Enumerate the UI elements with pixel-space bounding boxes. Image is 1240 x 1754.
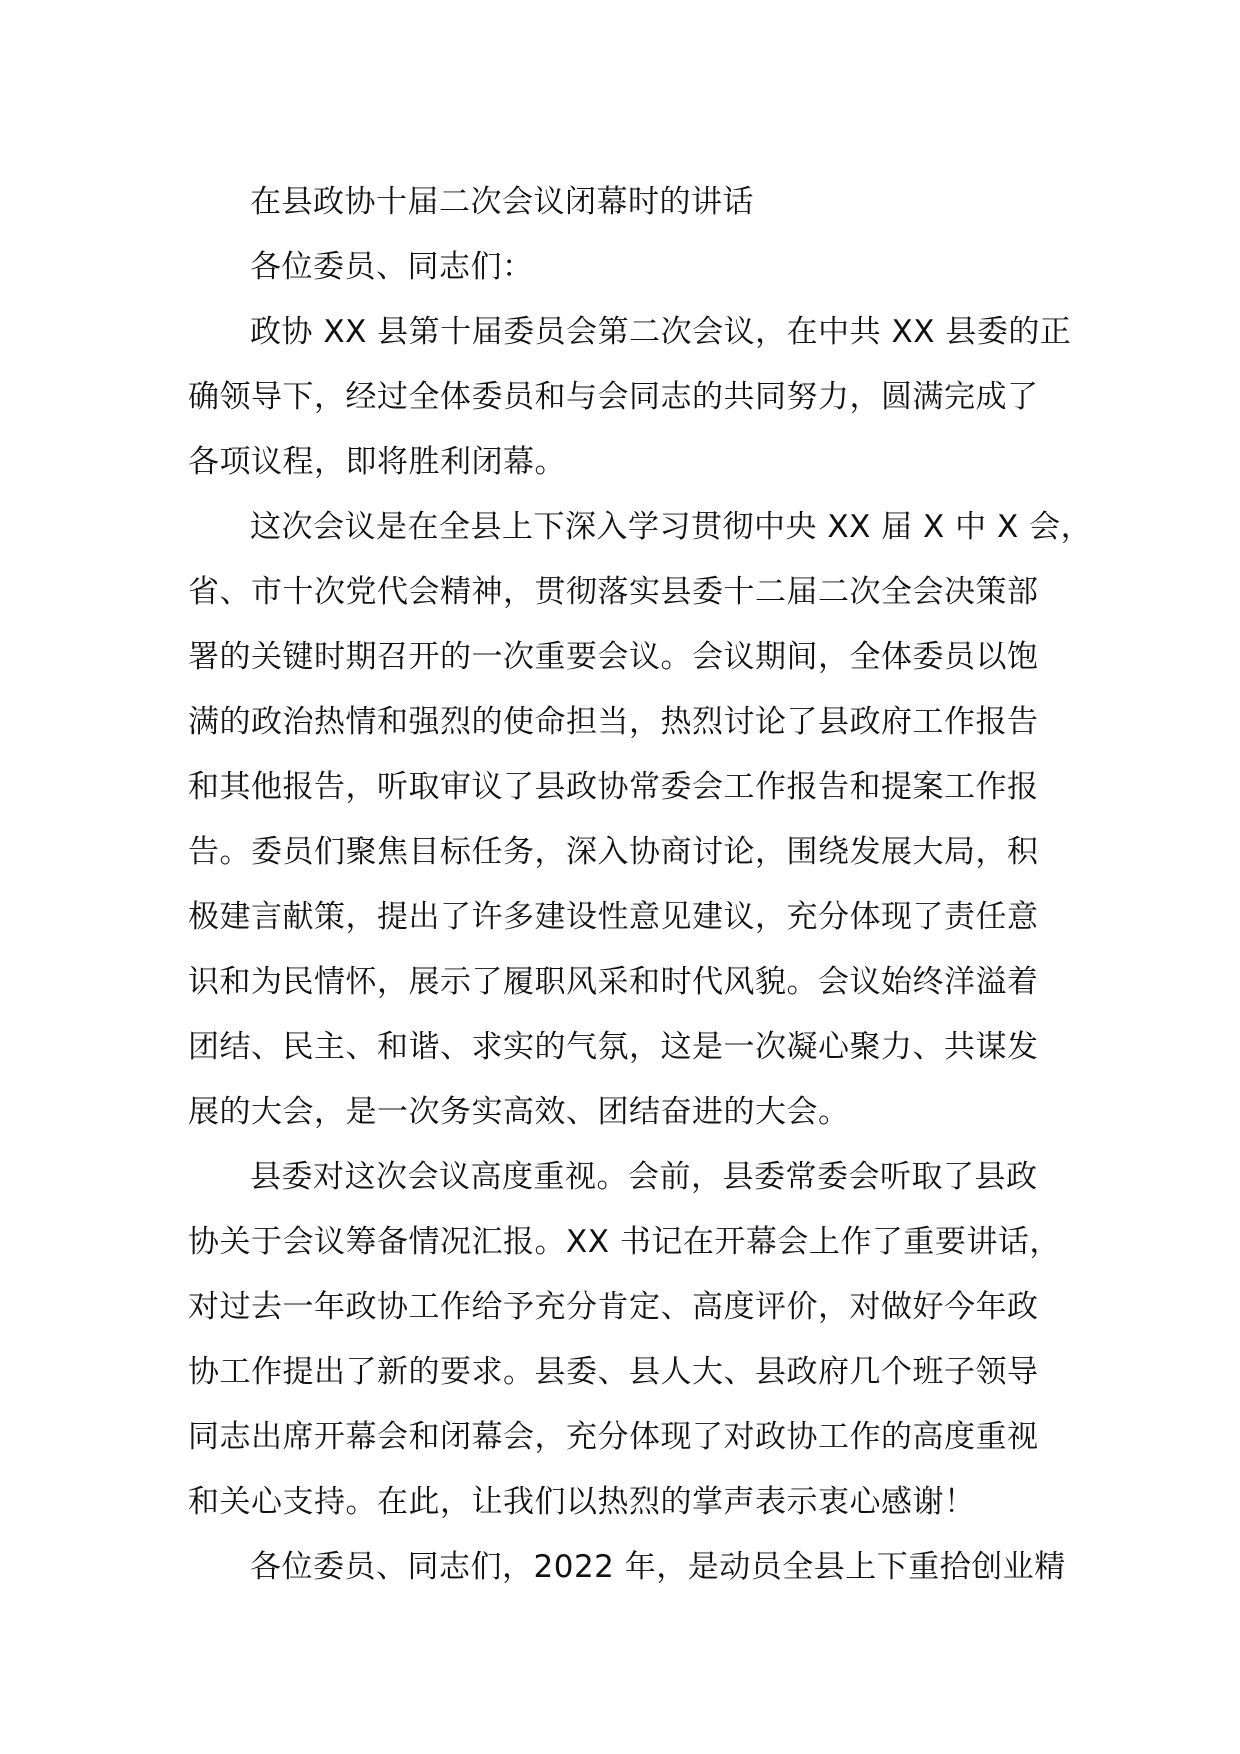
- paragraph-1-line-1: 政协 XX 县第十届委员会第二次会议，在中共 XX 县委的正: [250, 314, 1072, 350]
- paragraph-2-line-4: 满的政治热情和强烈的使命担当，热烈讨论了县政府工作报告: [188, 704, 1039, 740]
- paragraph-3-line-6: 和关心支持。在此，让我们以热烈的掌声表示衷心感谢！: [188, 1484, 976, 1520]
- paragraph-2-line-1: 这次会议是在全县上下深入学习贯彻中央 XX 届 X 中 X 会，: [250, 509, 1093, 545]
- paragraph-3-line-3: 对过去一年政协工作给予充分肯定、高度评价，对做好今年政: [188, 1289, 1039, 1325]
- paragraph-3-line-1: 县委对这次会议高度重视。会前，县委常委会听取了县政: [250, 1159, 1038, 1195]
- document-body: [188, 170, 1093, 1600]
- paragraph-4-line-1: 各位委员、同志们，2022 年，是动员全县上下重拾创业精: [250, 1549, 1066, 1585]
- paragraph-3-line-4: 协工作提出了新的要求。县委、县人大、县政府几个班子领导: [188, 1354, 1039, 1390]
- document-title: 在县政协十届二次会议闭幕时的讲话: [250, 184, 754, 220]
- salutation: 各位委员、同志们：: [250, 249, 534, 285]
- paragraph-1-line-2: 确领导下，经过全体委员和与会同志的共同努力，圆满完成了: [188, 379, 1039, 415]
- paragraph-2-line-10: 展的大会，是一次务实高效、团结奋进的大会。: [188, 1094, 850, 1130]
- paragraph-2-line-7: 极建言献策，提出了许多建设性意见建议，充分体现了责任意: [188, 899, 1039, 935]
- paragraph-3-line-2: 协关于会议筹备情况汇报。XX 书记在开幕会上作了重要讲话，: [188, 1224, 1061, 1260]
- paragraph-1-line-3: 各项议程，即将胜利闭幕。: [188, 444, 566, 480]
- paragraph-2-line-2: 省、市十次党代会精神，贯彻落实县委十二届二次全会决策部: [188, 574, 1039, 610]
- paragraph-2-line-9: 团结、民主、和谐、求实的气氛，这是一次凝心聚力、共谋发: [188, 1029, 1039, 1065]
- paragraph-2-line-8: 识和为民情怀，展示了履职风采和时代风貌。会议始终洋溢着: [188, 964, 1039, 1000]
- paragraph-2-line-6: 告。委员们聚焦目标任务，深入协商讨论，围绕发展大局，积: [188, 834, 1039, 870]
- paragraph-3-line-5: 同志出席开幕会和闭幕会，充分体现了对政协工作的高度重视: [188, 1419, 1039, 1455]
- paragraph-2-line-3: 署的关键时期召开的一次重要会议。会议期间，全体委员以饱: [188, 639, 1039, 675]
- paragraph-2-line-5: 和其他报告，听取审议了县政协常委会工作报告和提案工作报: [188, 769, 1039, 805]
